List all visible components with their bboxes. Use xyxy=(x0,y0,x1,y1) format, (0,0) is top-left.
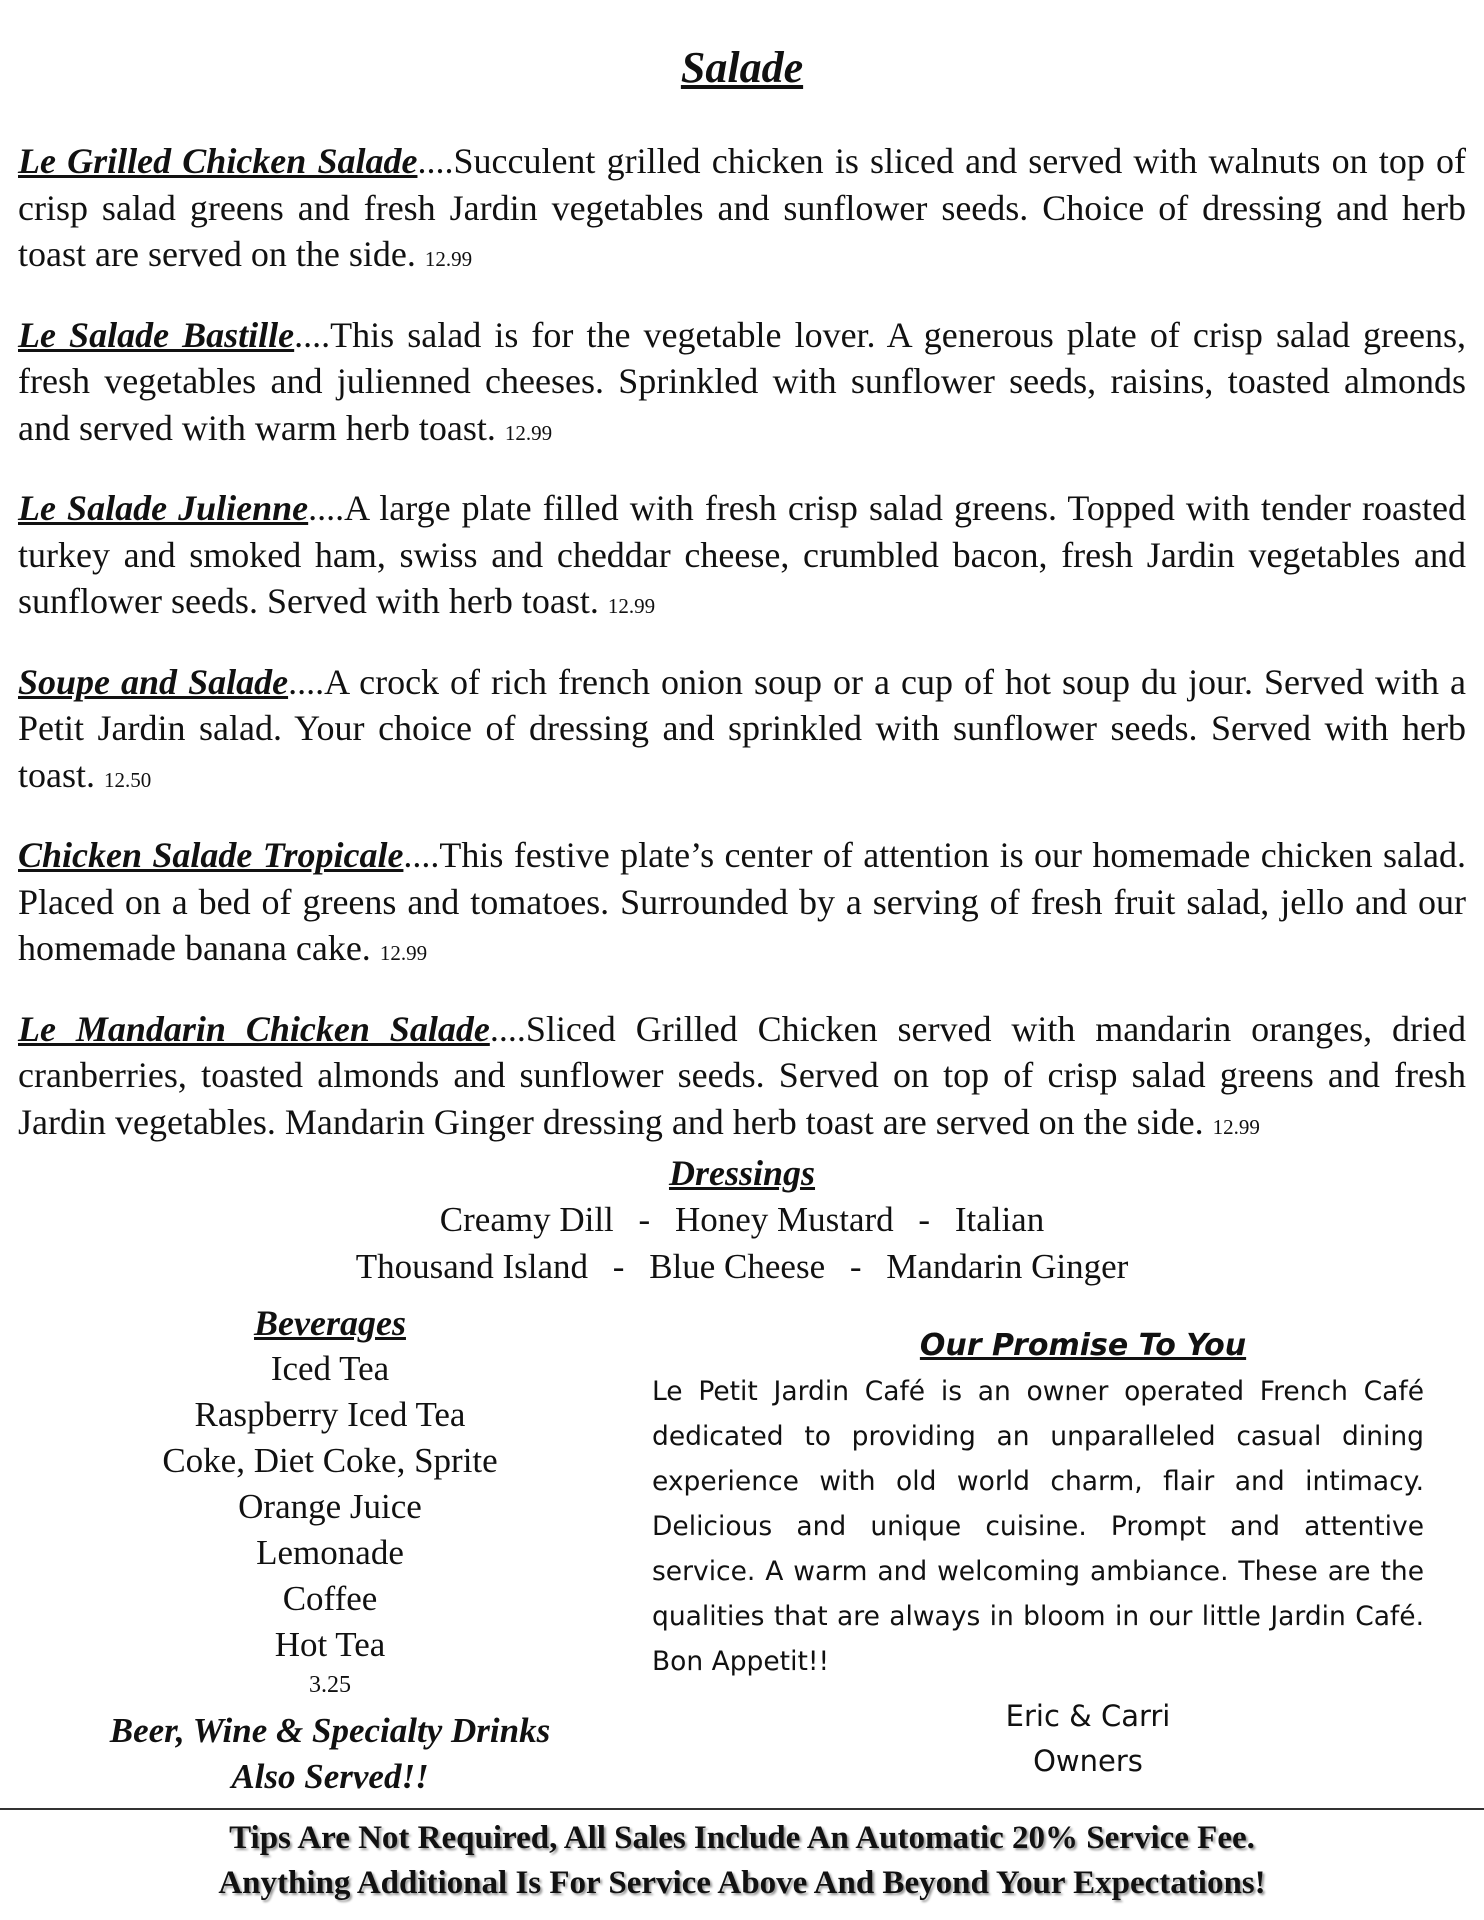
dressing-item: Honey Mustard xyxy=(674,1200,894,1239)
item-name: Le Mandarin Chicken Salade xyxy=(18,1008,490,1049)
beverage-item: Coke, Diet Coke, Sprite xyxy=(162,1441,498,1480)
dressing-item: Creamy Dill xyxy=(439,1200,614,1239)
dressings-line xyxy=(0,1243,1484,1290)
page-title: Salade xyxy=(680,43,804,92)
item-description: ....This salad is for the vegetable lover. A generous plate of crisp salad greens, fresh vegetables and julienned cheeses. Sprinkled with sunflower seeds, raisins, toasted almonds and served with warm herb toast. xyxy=(18,314,1467,448)
item-price: 12.99 xyxy=(1212,1114,1260,1139)
footer-line: Anything Additional Is For Service Above And Beyond Your Expectations! xyxy=(218,1865,1266,1901)
separator: - xyxy=(638,1200,651,1239)
item-price: 12.99 xyxy=(379,941,428,965)
menu-item xyxy=(18,659,1466,804)
dressing-item: Thousand Island xyxy=(355,1247,589,1286)
item-name: Le Salade Bastille xyxy=(18,314,295,355)
item-name: Le Grilled Chicken Salade xyxy=(18,141,418,181)
menu-item xyxy=(18,1006,1466,1151)
signature-role: Owners xyxy=(1033,1744,1143,1778)
beverage-price: 3.25 xyxy=(309,1672,351,1698)
item-name: Chicken Salade Tropicale xyxy=(18,835,404,875)
item-description: ....A large plate filled with fresh crisp salad greens. Topped with tender roasted turkey and smoked ham, swiss and cheddar cheese, crumbled bacon, fresh Jardin vegetables and sunflower seeds. Served with herb toast. xyxy=(18,488,1466,621)
promise-body: Le Petit Jardin Café is an owner operated French Café dedicated to providing an unparalleled casual dining experience with old world charm, flair and intimacy. Delicious and unique cuisine. Prompt and attentive service. A warm and welcoming ambiance. These are the qualities that are always in bloom in our little Jardin Café. Bon Appetit!! xyxy=(652,1376,1424,1677)
dressings-line xyxy=(0,1196,1484,1243)
beverage-item: Orange Juice xyxy=(238,1487,422,1526)
beverages-title: Beverages xyxy=(254,1303,406,1343)
beverage-item: Iced Tea xyxy=(270,1349,390,1388)
separator: - xyxy=(918,1200,931,1239)
footer-notice xyxy=(0,1816,1484,1906)
separator: - xyxy=(612,1247,625,1286)
item-description: ....A crock of rich french onion soup or a cup of hot soup du jour. Served with a Petit Jardin salad. Your choice of dressing and sprinkled with sunflower seeds. Served with herb toast. xyxy=(18,661,1467,795)
menu-item xyxy=(18,485,1466,630)
item-description: ....Succulent grilled chicken is sliced and served with walnuts on top of crisp salad greens and fresh Jardin vegetables and sunflower seeds. Choice of dressing and herb toast are served on the side. xyxy=(18,141,1466,274)
beverage-extra-line: Also Served!! xyxy=(231,1757,429,1796)
dressings-title: Dressings xyxy=(668,1153,816,1193)
beverage-extra-line: Beer, Wine & Specialty Drinks xyxy=(109,1711,551,1750)
menu-item xyxy=(18,832,1466,977)
item-price: 12.99 xyxy=(504,420,553,445)
item-description: ....Sliced Grilled Chicken served with mandarin oranges, dried cranberries, toasted almonds and sunflower seeds. Served on top of crisp salad greens and fresh Jardin vegetables. Mandarin Ginger dressing and herb toast are served on the side. xyxy=(18,1008,1466,1142)
beverages-section xyxy=(30,1300,630,1800)
item-description: ....This festive plate’s center of attention is our homemade chicken salad. Placed on a bed of greens and tomatoes. Surrounded by a serving of fresh fruit salad, jello and our homemade banana cake. xyxy=(18,835,1466,968)
item-price: 12.99 xyxy=(607,594,656,618)
dressing-item: Blue Cheese xyxy=(649,1247,826,1286)
beverage-item: Raspberry Iced Tea xyxy=(194,1395,466,1434)
salad-list xyxy=(18,138,1466,1179)
dressing-item: Mandarin Ginger xyxy=(886,1247,1129,1286)
item-price: 12.99 xyxy=(424,247,473,271)
menu-item xyxy=(18,138,1466,283)
dressings-section xyxy=(0,1150,1484,1290)
footer-divider xyxy=(0,1808,1484,1810)
promise-section xyxy=(652,1325,1424,1784)
item-price: 12.50 xyxy=(104,767,152,792)
item-name: Le Salade Julienne xyxy=(18,488,309,528)
menu-item xyxy=(18,312,1466,457)
signature-names: Eric & Carri xyxy=(1005,1699,1171,1733)
beverage-item: Coffee xyxy=(282,1579,378,1618)
beverage-item: Hot Tea xyxy=(274,1625,386,1664)
signature xyxy=(652,1694,1424,1784)
separator: - xyxy=(849,1247,862,1286)
footer-line: Tips Are Not Required, All Sales Include An Automatic 20% Service Fee. xyxy=(229,1820,1255,1856)
promise-title: Our Promise To You xyxy=(919,1328,1247,1363)
dressing-item: Italian xyxy=(954,1200,1045,1239)
beverage-item: Lemonade xyxy=(256,1533,404,1572)
item-name: Soupe and Salade xyxy=(18,661,289,702)
